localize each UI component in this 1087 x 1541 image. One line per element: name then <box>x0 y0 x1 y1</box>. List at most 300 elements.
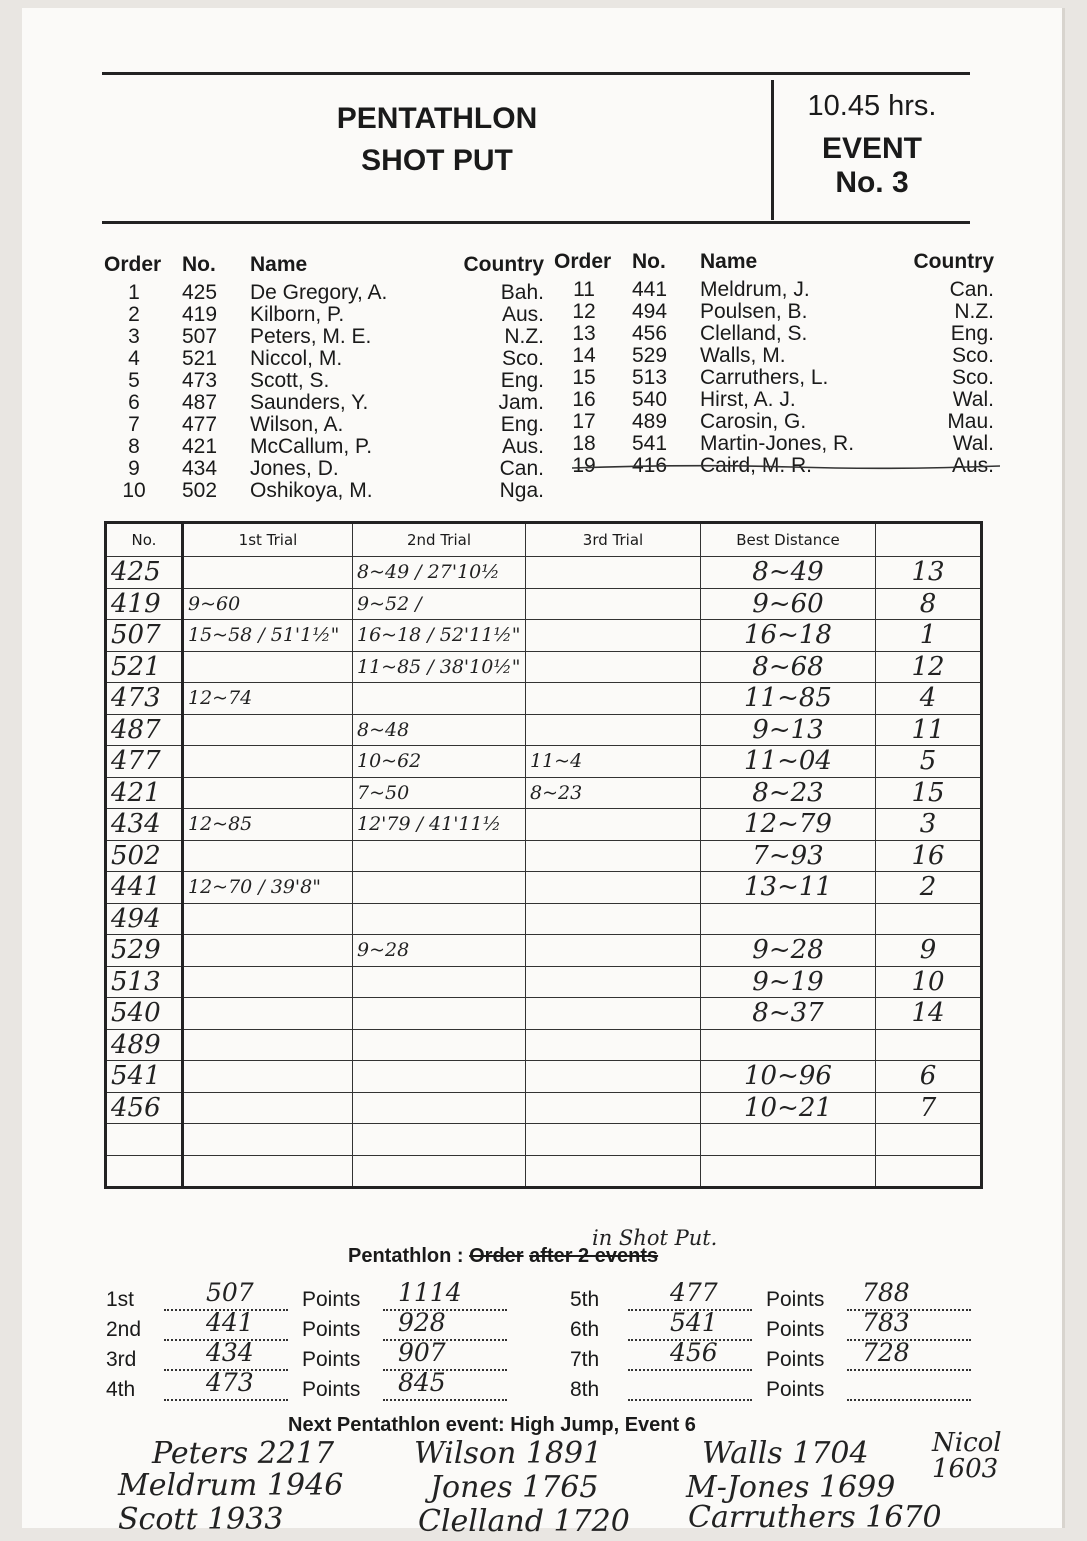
order-word: Order <box>469 1245 524 1267</box>
total-note <box>418 1504 630 1539</box>
cell-t2: 8~49 / 27'10½ <box>353 557 526 589</box>
standing-points: 788 <box>862 1278 910 1307</box>
entrants-header-no: No. <box>182 253 216 276</box>
standing-points: 1114 <box>398 1278 462 1307</box>
cell-t1 <box>183 557 353 589</box>
entrant-no: 541 <box>632 432 668 455</box>
entrant-order: 3 <box>128 325 140 348</box>
table-row <box>106 1029 982 1061</box>
total-note <box>118 1502 283 1537</box>
cell-place: 3 <box>876 809 982 841</box>
cell-t2 <box>353 1061 526 1093</box>
cell-t3 <box>526 998 701 1030</box>
entrant-no: 425 <box>182 281 218 304</box>
cell-t1 <box>183 1124 353 1156</box>
total-value: 1704 <box>792 1436 869 1471</box>
cell-no <box>106 1155 183 1188</box>
cell-t2: 10~62 <box>353 746 526 778</box>
total-value: 1720 <box>553 1504 630 1539</box>
table-row <box>106 1092 982 1124</box>
cell-t1: 15~58 / 51'1½" <box>183 620 353 652</box>
cell-place <box>876 1029 982 1061</box>
entrant-no: 421 <box>182 435 218 458</box>
entrant-name: Caird, M. R. <box>700 454 813 477</box>
entrants-col-name <box>250 254 440 502</box>
total-note <box>932 1430 1002 1482</box>
title-line-1: PENTATHLON <box>336 102 538 135</box>
cell-place: 9 <box>876 935 982 967</box>
standing-points-label: Points <box>766 1288 825 1311</box>
standing-place: 2nd <box>106 1318 142 1341</box>
cell-best: 11~85 <box>701 683 876 715</box>
standing-no-dots <box>164 1399 288 1401</box>
entrant-order: 18 <box>572 432 596 455</box>
cell-no: 419 <box>106 588 183 620</box>
total-note <box>430 1470 598 1505</box>
event-number <box>774 132 970 200</box>
cell-no: 540 <box>106 998 183 1030</box>
standing-no-dots <box>628 1399 752 1401</box>
standing-points-label: Points <box>766 1348 825 1371</box>
cell-no: 456 <box>106 1092 183 1124</box>
total-name: Meldrum <box>118 1468 258 1503</box>
page-title <box>102 98 772 182</box>
entrant-order: 16 <box>572 388 596 411</box>
entrant-order: 10 <box>122 479 146 502</box>
entrants-col-order <box>554 251 614 477</box>
entrant-name: Carruthers, L. <box>700 366 829 389</box>
cell-t3 <box>526 840 701 872</box>
entrant-no: 419 <box>182 303 218 326</box>
cell-best <box>701 1124 876 1156</box>
cell-t2 <box>353 1124 526 1156</box>
entrant-name: Carosin, G. <box>700 410 807 433</box>
cell-best: 8~68 <box>701 651 876 683</box>
cell-t2 <box>353 903 526 935</box>
cell-best: 10~21 <box>701 1092 876 1124</box>
cell-t3 <box>526 557 701 589</box>
entrant-country: Aus. <box>951 454 994 477</box>
entrant-order: 11 <box>573 278 595 301</box>
cell-t1 <box>183 714 353 746</box>
cell-t3 <box>526 966 701 998</box>
entrant-no: 456 <box>632 322 668 345</box>
entrant-country: Can. <box>949 278 994 301</box>
entrant-country: Eng. <box>500 413 544 436</box>
cell-place: 13 <box>876 557 982 589</box>
cell-place: 8 <box>876 588 982 620</box>
cell-t1: 12~70 / 39'8" <box>183 872 353 904</box>
standing-points-label: Points <box>302 1348 361 1371</box>
insert-note: in Shot Put. <box>592 1226 718 1250</box>
table-row <box>106 935 982 967</box>
standing-no-dots <box>628 1369 752 1371</box>
cell-place: 6 <box>876 1061 982 1093</box>
standing-points-label: Points <box>766 1318 825 1341</box>
results-header-3: 3rd Trial <box>526 523 701 557</box>
cell-t1 <box>183 1092 353 1124</box>
cell-place: 11 <box>876 714 982 746</box>
cell-best <box>701 903 876 935</box>
table-row <box>106 1124 982 1156</box>
cell-t1 <box>183 746 353 778</box>
entrant-name: Oshikoya, M. <box>250 479 373 502</box>
entrant-no: 489 <box>632 410 668 433</box>
entrant-country: Aus. <box>501 303 544 326</box>
standing-points-label: Points <box>302 1288 361 1311</box>
total-name: M-Jones <box>686 1470 810 1505</box>
total-name: Scott <box>118 1502 198 1537</box>
cell-no: 434 <box>106 809 183 841</box>
table-row <box>106 840 982 872</box>
total-note <box>118 1468 343 1503</box>
entrant-country: Nga. <box>499 479 544 502</box>
cell-no: 494 <box>106 903 183 935</box>
standing-points: 845 <box>398 1368 446 1397</box>
standing-points-dots <box>847 1399 971 1401</box>
cell-t1 <box>183 998 353 1030</box>
entrant-order: 15 <box>572 366 596 389</box>
cell-t1 <box>183 1155 353 1188</box>
cell-t1 <box>183 1029 353 1061</box>
cell-t3 <box>526 714 701 746</box>
cell-place: 10 <box>876 966 982 998</box>
total-name: Walls <box>702 1436 783 1471</box>
entrant-order: 2 <box>128 303 140 326</box>
entrant-order: 5 <box>128 369 140 392</box>
cell-best: 9~28 <box>701 935 876 967</box>
total-value: 1891 <box>525 1436 603 1471</box>
standing-points: 907 <box>398 1338 446 1367</box>
cell-no: 441 <box>106 872 183 904</box>
entrant-order: 17 <box>572 410 596 433</box>
entrant-name: Clelland, S. <box>700 322 808 345</box>
cell-t1 <box>183 777 353 809</box>
table-row <box>106 998 982 1030</box>
entrant-name: Niccol, M. <box>250 347 343 370</box>
entrant-name: Scott, S. <box>250 369 330 392</box>
standing-place: 5th <box>570 1288 600 1311</box>
cell-best: 13~11 <box>701 872 876 904</box>
entrants-col-country <box>434 254 544 502</box>
cell-place: 14 <box>876 998 982 1030</box>
entrant-country: Wal. <box>952 432 994 455</box>
cell-t1 <box>183 840 353 872</box>
entrant-no: 502 <box>182 479 218 502</box>
cell-best: 8~37 <box>701 998 876 1030</box>
entrant-no: 487 <box>182 391 218 414</box>
total-value: 1603 <box>932 1454 999 1484</box>
cell-t3 <box>526 651 701 683</box>
cell-best: 16~18 <box>701 620 876 652</box>
event-no: No. 3 <box>835 166 909 199</box>
cell-no: 529 <box>106 935 183 967</box>
entrants-header-no: No. <box>632 250 666 273</box>
cell-t2 <box>353 840 526 872</box>
entrant-country: Eng. <box>950 322 994 345</box>
entrant-order: 8 <box>128 435 140 458</box>
table-row <box>106 620 982 652</box>
entrant-country: Mau. <box>947 410 994 433</box>
cell-best <box>701 1029 876 1061</box>
standing-place: 1st <box>106 1288 135 1311</box>
cell-best: 9~19 <box>701 966 876 998</box>
header-bottom-rule <box>102 221 970 224</box>
total-note <box>152 1436 334 1471</box>
struck-text: after 2 events <box>529 1245 659 1267</box>
next-event: Next Pentathlon event: High Jump, Event 6 <box>288 1414 696 1436</box>
entrant-no: 477 <box>182 413 218 436</box>
standings-label: Pentathlon : <box>348 1245 464 1267</box>
entrant-name: Peters, M. E. <box>250 325 372 348</box>
table-row <box>106 777 982 809</box>
entrant-no: 473 <box>182 369 218 392</box>
total-value: 1933 <box>207 1502 284 1537</box>
cell-t2: 9~52 / <box>353 588 526 620</box>
cell-t3 <box>526 1092 701 1124</box>
event-time: 10.45 hrs. <box>807 90 937 122</box>
entrant-order: 6 <box>128 391 140 414</box>
cell-t3 <box>526 809 701 841</box>
cell-t2 <box>353 872 526 904</box>
cell-no: 502 <box>106 840 183 872</box>
entrant-country: N.Z. <box>954 300 994 323</box>
cell-place: 15 <box>876 777 982 809</box>
cell-t2: 9~28 <box>353 935 526 967</box>
cell-t1: 12~74 <box>183 683 353 715</box>
cell-t2: 11~85 / 38'10½" <box>353 651 526 683</box>
cell-t3 <box>526 1155 701 1188</box>
standing-points: 783 <box>862 1308 910 1337</box>
table-row <box>106 746 982 778</box>
total-value: 1765 <box>522 1470 599 1505</box>
table-row <box>106 651 982 683</box>
entrant-order: 1 <box>128 281 140 304</box>
entrants-col-order <box>104 254 164 502</box>
cell-place <box>876 1155 982 1188</box>
cell-t2 <box>353 966 526 998</box>
cell-best: 10~96 <box>701 1061 876 1093</box>
entrants-col-no <box>182 254 232 502</box>
entrant-order: 12 <box>572 300 596 323</box>
standing-points-dots <box>847 1369 971 1371</box>
total-name: Wilson <box>414 1436 517 1471</box>
standing-points-label: Points <box>302 1378 361 1401</box>
standing-no: 434 <box>206 1338 254 1367</box>
cell-t1 <box>183 1061 353 1093</box>
entrant-name: Meldrum, J. <box>700 278 810 301</box>
cell-best: 9~60 <box>701 588 876 620</box>
entrant-no: 441 <box>632 278 668 301</box>
entrants-header-order: Order <box>104 253 162 276</box>
total-name: Jones <box>430 1470 513 1505</box>
entrant-order: 13 <box>572 322 596 345</box>
cell-t3 <box>526 588 701 620</box>
standing-no: 541 <box>670 1308 718 1337</box>
standing-no: 473 <box>206 1368 254 1397</box>
entrant-no: 513 <box>632 366 668 389</box>
cell-no: 489 <box>106 1029 183 1061</box>
table-row <box>106 557 982 589</box>
cell-place: 1 <box>876 620 982 652</box>
entrant-no: 540 <box>632 388 668 411</box>
total-value: 1670 <box>865 1500 942 1535</box>
cell-place: 4 <box>876 683 982 715</box>
total-name: Carruthers <box>688 1500 856 1535</box>
total-note <box>702 1436 869 1471</box>
entrants-col-country <box>884 251 994 477</box>
entrants-header-country: Country <box>913 250 994 273</box>
cell-t1: 9~60 <box>183 588 353 620</box>
cell-no: 477 <box>106 746 183 778</box>
results-header-1: 1st Trial <box>183 523 353 557</box>
table-row <box>106 1061 982 1093</box>
cell-t1 <box>183 651 353 683</box>
entrant-name: Saunders, Y. <box>250 391 369 414</box>
cell-best: 8~49 <box>701 557 876 589</box>
total-note <box>414 1436 602 1471</box>
entrant-country: Bah. <box>500 281 544 304</box>
entrants-col-no <box>632 251 682 477</box>
entrant-country: Can. <box>499 457 544 480</box>
entrant-order: 4 <box>128 347 140 370</box>
cell-t2: 12'79 / 41'11½ <box>353 809 526 841</box>
cell-t2: 7~50 <box>353 777 526 809</box>
program-page <box>22 8 1065 1539</box>
total-name: Peters <box>152 1436 249 1471</box>
cell-best: 11~04 <box>701 746 876 778</box>
entrant-country: N.Z. <box>504 325 544 348</box>
results-header-4: Best Distance <box>701 523 876 557</box>
total-note <box>688 1500 942 1535</box>
entrant-name: Wilson, A. <box>250 413 344 436</box>
cell-t3 <box>526 903 701 935</box>
results-header-row <box>106 523 982 557</box>
table-row <box>106 809 982 841</box>
entrants-header-order: Order <box>554 250 612 273</box>
cell-t1: 12~85 <box>183 809 353 841</box>
cell-t1 <box>183 935 353 967</box>
entrant-no: 529 <box>632 344 668 367</box>
entrant-country: Sco. <box>951 366 994 389</box>
cell-t2 <box>353 1092 526 1124</box>
table-row <box>106 903 982 935</box>
entrant-no: 494 <box>632 300 668 323</box>
total-name: Clelland <box>418 1504 544 1539</box>
entrant-order: 14 <box>572 344 596 367</box>
entrant-order: 9 <box>128 457 140 480</box>
cell-t3 <box>526 872 701 904</box>
table-row <box>106 588 982 620</box>
cell-no: 507 <box>106 620 183 652</box>
standing-place: 6th <box>570 1318 600 1341</box>
cell-t3 <box>526 1029 701 1061</box>
cell-no: 473 <box>106 683 183 715</box>
entrant-name: Kilborn, P. <box>250 303 345 326</box>
cell-no: 513 <box>106 966 183 998</box>
standing-points: 728 <box>862 1338 910 1367</box>
cell-best <box>701 1155 876 1188</box>
entrants-col-name <box>700 251 890 477</box>
table-row <box>106 1155 982 1188</box>
standing-place: 8th <box>570 1378 600 1401</box>
standing-no: 441 <box>206 1308 254 1337</box>
standing-points: 928 <box>398 1308 446 1337</box>
standing-no: 507 <box>206 1278 254 1307</box>
entrant-country: Jam. <box>498 391 544 414</box>
entrant-name: Hirst, A. J. <box>700 388 796 411</box>
cell-t2: 8~48 <box>353 714 526 746</box>
cell-t3 <box>526 1124 701 1156</box>
title-line-2: SHOT PUT <box>361 144 513 177</box>
cell-t1 <box>183 903 353 935</box>
cell-t1 <box>183 966 353 998</box>
entrants-header-name: Name <box>250 253 308 276</box>
entrant-name: Walls, M. <box>700 344 786 367</box>
entrant-country: Wal. <box>952 388 994 411</box>
entrant-name: Martin-Jones, R. <box>700 432 855 455</box>
cell-no: 421 <box>106 777 183 809</box>
cell-place <box>876 1124 982 1156</box>
standing-no: 456 <box>670 1338 718 1367</box>
entrant-name: Poulsen, B. <box>700 300 808 323</box>
entrant-no: 416 <box>632 454 668 477</box>
cell-place <box>876 903 982 935</box>
standing-place: 4th <box>106 1378 136 1401</box>
cell-t3: 8~23 <box>526 777 701 809</box>
cell-best: 8~23 <box>701 777 876 809</box>
entrant-no: 434 <box>182 457 218 480</box>
cell-t3 <box>526 935 701 967</box>
standing-points-label: Points <box>766 1378 825 1401</box>
cell-place: 7 <box>876 1092 982 1124</box>
event-label: EVENT <box>821 132 923 165</box>
cell-no: 425 <box>106 557 183 589</box>
cell-place: 2 <box>876 872 982 904</box>
results-header-5 <box>876 523 982 557</box>
table-row <box>106 683 982 715</box>
results-header-2: 2nd Trial <box>353 523 526 557</box>
entrant-country: Aus. <box>501 435 544 458</box>
standing-points-dots <box>383 1399 507 1401</box>
entrants-header-country: Country <box>463 253 544 276</box>
cell-place: 12 <box>876 651 982 683</box>
cell-no: 521 <box>106 651 183 683</box>
strike-line <box>572 448 1002 478</box>
entrant-country: Sco. <box>501 347 544 370</box>
entrant-name: De Gregory, A. <box>250 281 388 304</box>
entrant-order: 19 <box>572 454 596 477</box>
cell-t2 <box>353 683 526 715</box>
entrant-country: Sco. <box>951 344 994 367</box>
cell-place: 5 <box>876 746 982 778</box>
cell-place: 16 <box>876 840 982 872</box>
cell-no: 487 <box>106 714 183 746</box>
cell-t3: 11~4 <box>526 746 701 778</box>
standing-points-label: Points <box>302 1318 361 1341</box>
cell-no: 541 <box>106 1061 183 1093</box>
cell-t2 <box>353 1029 526 1061</box>
table-row <box>106 872 982 904</box>
standing-place: 7th <box>570 1348 600 1371</box>
entrant-no: 521 <box>182 347 218 370</box>
total-name: Nicol <box>932 1428 1002 1458</box>
cell-t3 <box>526 683 701 715</box>
cell-t3 <box>526 1061 701 1093</box>
table-row <box>106 966 982 998</box>
cell-best: 9~13 <box>701 714 876 746</box>
cell-t2 <box>353 998 526 1030</box>
